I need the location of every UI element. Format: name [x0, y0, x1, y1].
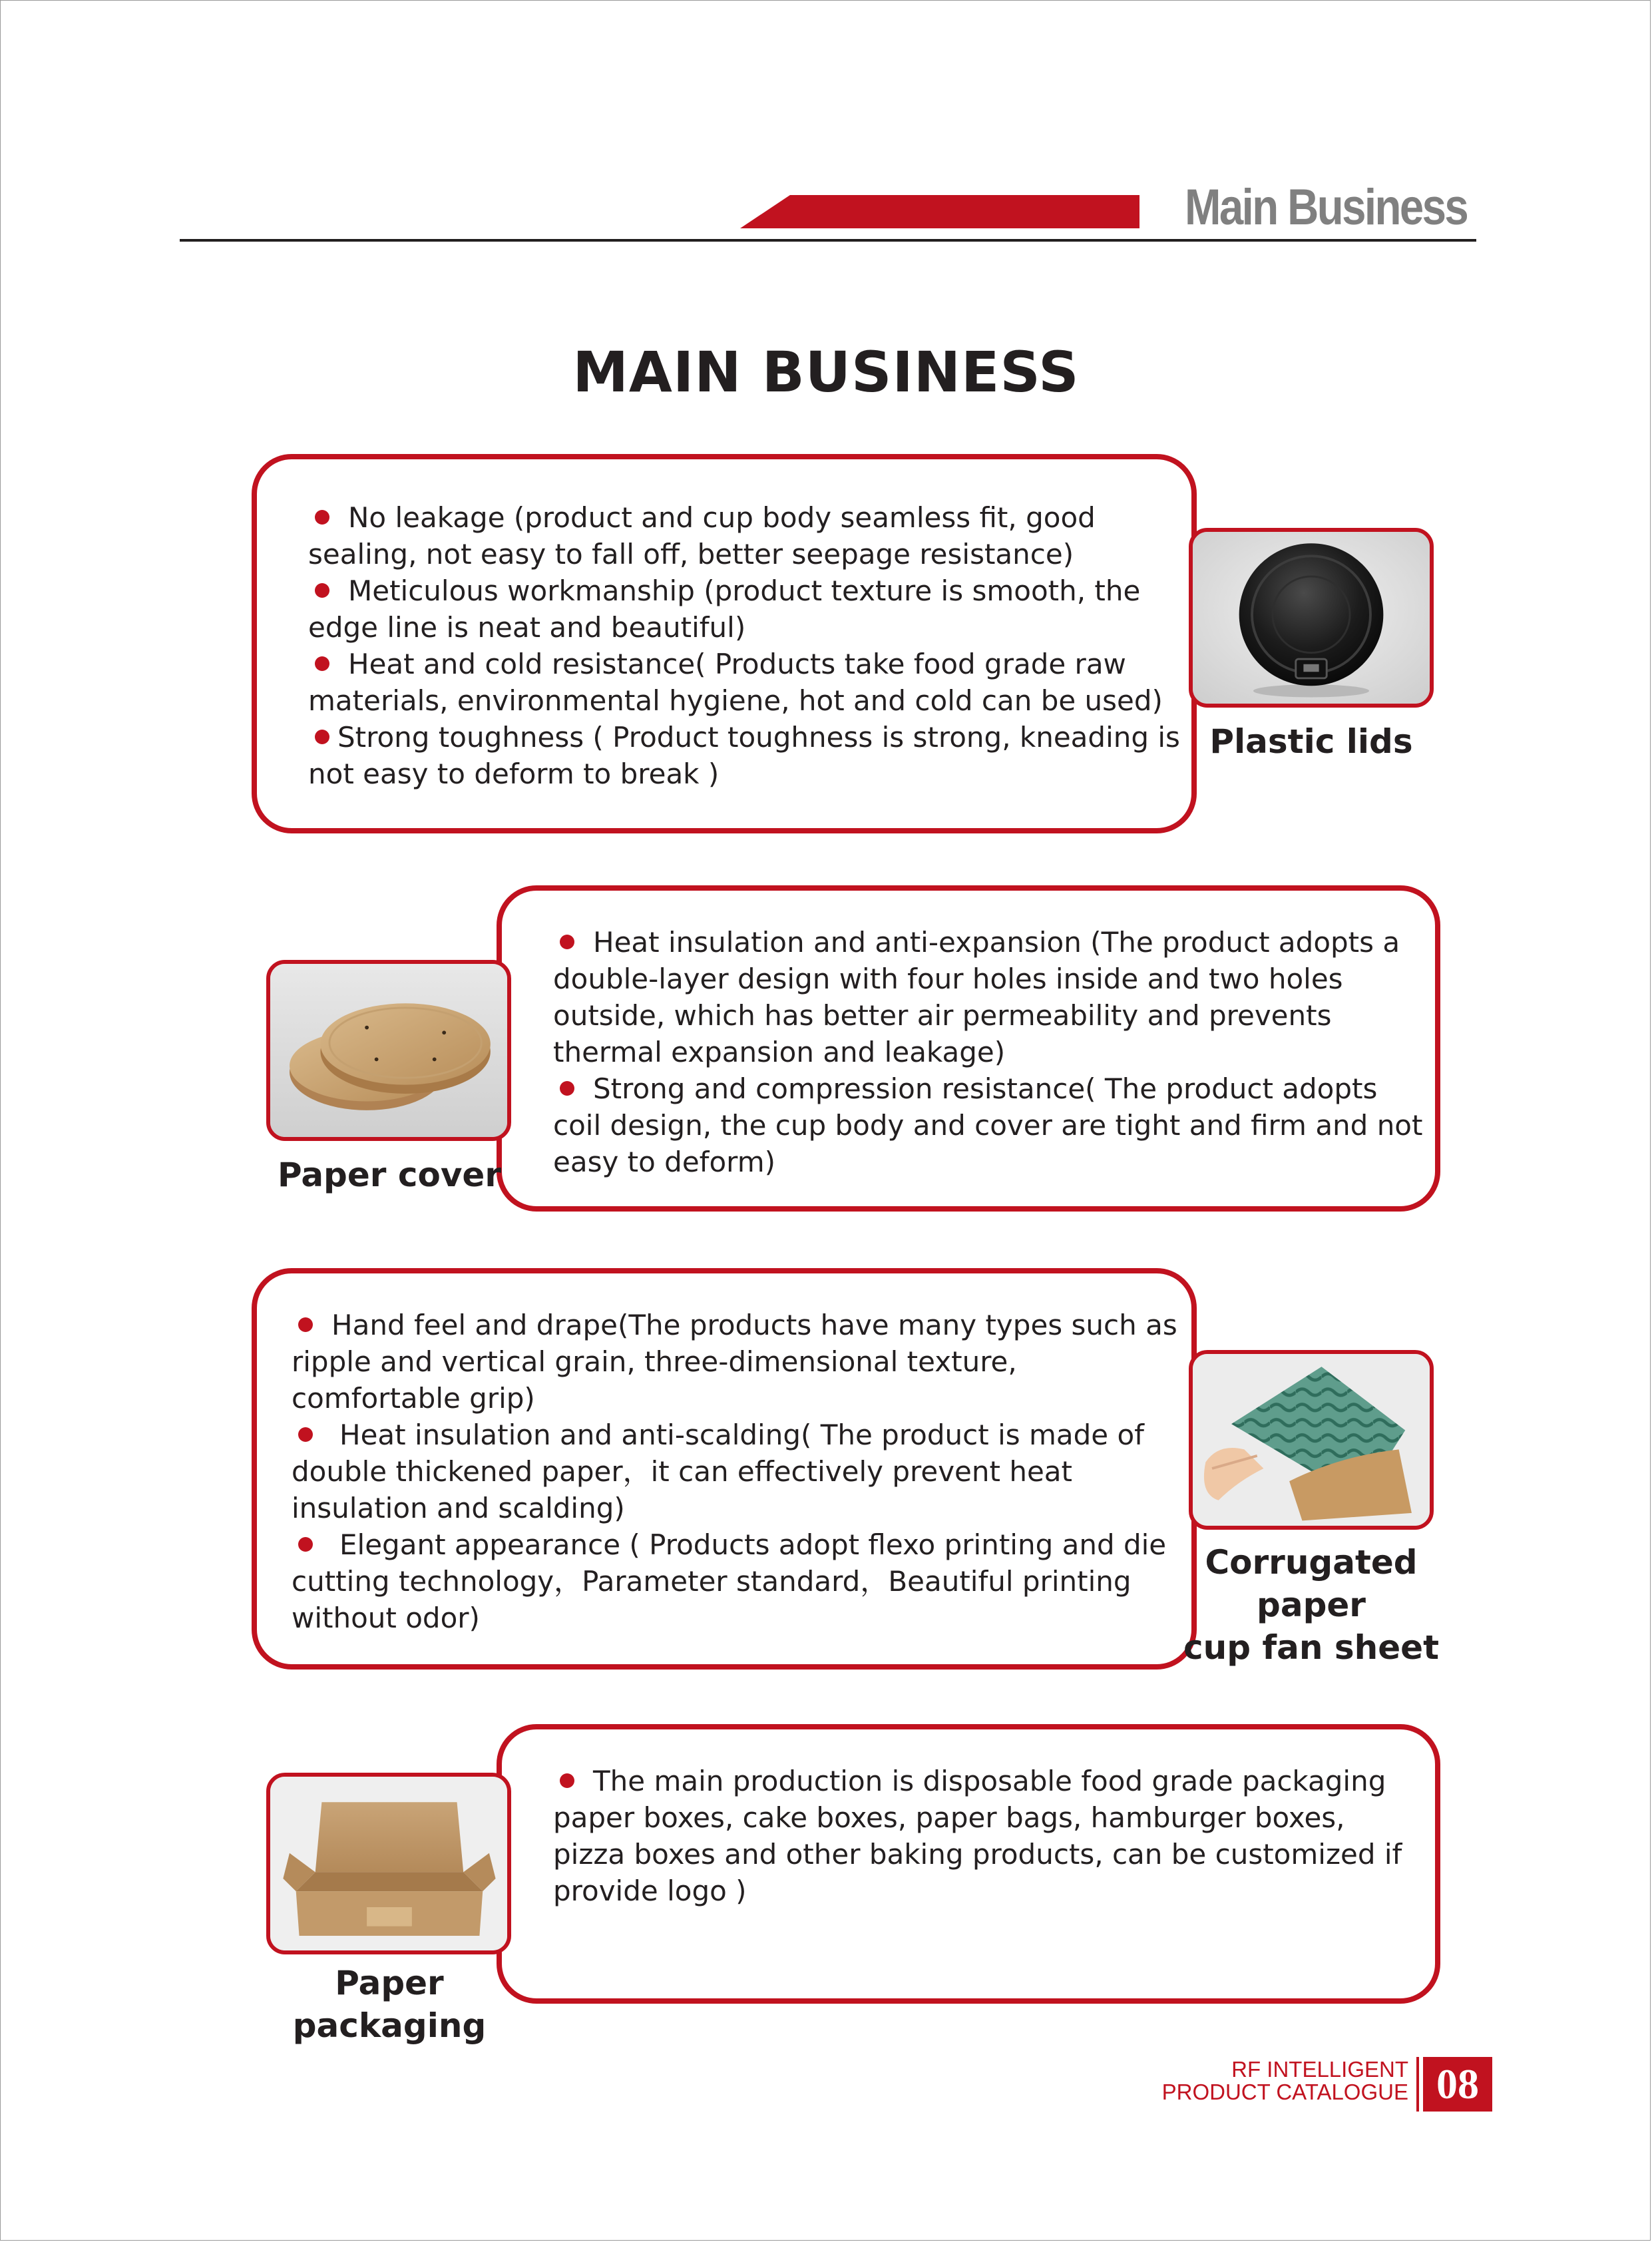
product-label-paper-cover: Paper cover: [278, 1156, 501, 1194]
feature-item: Heat and cold resistance( Products take food grade raw materials, environmental hygiene, hot and cold can be used): [308, 648, 1163, 717]
feature-item: Heat insulation and anti-expansion (The product adopts a double-layer design with four holes inside and two holes outside, which has better air permeability and prevents thermal expansion and leakage): [553, 926, 1400, 1068]
feature-box-paper-cover: [497, 885, 1440, 1212]
corrugated-sleeve-photo: [1189, 1350, 1434, 1530]
plastic-lid-icon: [1193, 532, 1430, 704]
header-rule: [180, 239, 1476, 242]
corrugated-sleeve-icon: [1193, 1354, 1430, 1526]
feature-item: Strong and compression resistance( The product adopts coil design, the cup body and cover are tight and firm and not easy to deform): [553, 1072, 1423, 1178]
feature-list: [308, 499, 1180, 792]
footer-line-1: RF INTELLIGENT: [1231, 2057, 1408, 2082]
feature-item: Elegant appearance ( Products adopt flexo printing and die cutting technology，Parameter standard，Beautiful printing without odor): [292, 1528, 1167, 1634]
feature-item: No leakage (product and cup body seamless fit, good sealing, not easy to fall off, better seepage resistance): [308, 501, 1096, 570]
bullet-icon: [315, 656, 329, 671]
plastic-lid-photo: [1189, 528, 1434, 708]
feature-item: Heat insulation and anti-scalding( The product is made of double thickened paper，it can effectively prevent heat insulation and scalding): [292, 1419, 1144, 1524]
header-accent-bar: [740, 195, 1139, 228]
feature-box-plastic-lids: [252, 454, 1197, 833]
bullet-icon: [560, 1081, 574, 1096]
page-title: MAIN BUSINESS: [572, 339, 1080, 405]
footer-line-2: PRODUCT CATALOGUE: [1161, 2080, 1408, 2104]
feature-item: Meticulous workmanship (product texture is smooth, the edge line is neat and beautiful): [308, 574, 1141, 644]
paper-box-icon: [270, 1777, 507, 1950]
footer-divider: [1416, 2057, 1419, 2112]
feature-item: The main production is disposable food grade packaging paper boxes, cake boxes, paper bags, hamburger boxes, pizza boxes and other baking products, can be customized if provide logo ): [553, 1765, 1402, 1907]
product-label-paper-packaging: Paper packaging: [292, 1964, 487, 2045]
footer-brand: [1162, 2058, 1408, 2104]
bullet-icon: [298, 1537, 313, 1552]
header-title: Main Business: [1184, 179, 1467, 236]
feature-list: [292, 1307, 1183, 1636]
bullet-icon: [298, 1317, 313, 1332]
page-number: 08: [1423, 2057, 1492, 2112]
paper-cover-icon: [270, 964, 507, 1137]
bullet-icon: [315, 730, 329, 744]
bullet-icon: [315, 583, 329, 598]
feature-list: [553, 924, 1425, 1180]
feature-box-paper-packaging: [497, 1724, 1440, 2004]
bullet-icon: [560, 935, 574, 949]
feature-item: Strong toughness ( Product toughness is strong, kneading is not easy to deform to break ): [308, 721, 1180, 790]
product-label-corrugated-sleeve: Corrugated paper cup fan sheet: [1183, 1543, 1439, 1667]
feature-list: [553, 1763, 1425, 1909]
product-label-plastic-lids: Plastic lids: [1209, 722, 1413, 761]
bullet-icon: [560, 1773, 574, 1788]
bullet-icon: [298, 1427, 313, 1442]
bullet-icon: [315, 510, 329, 525]
paper-cover-photo: [266, 960, 511, 1141]
feature-box-corrugated-sleeve: [252, 1268, 1197, 1670]
feature-item: Hand feel and drape(The products have many types such as ripple and vertical grain, three-dimensional texture, comfortable grip): [292, 1309, 1177, 1415]
paper-box-photo: [266, 1773, 511, 1954]
